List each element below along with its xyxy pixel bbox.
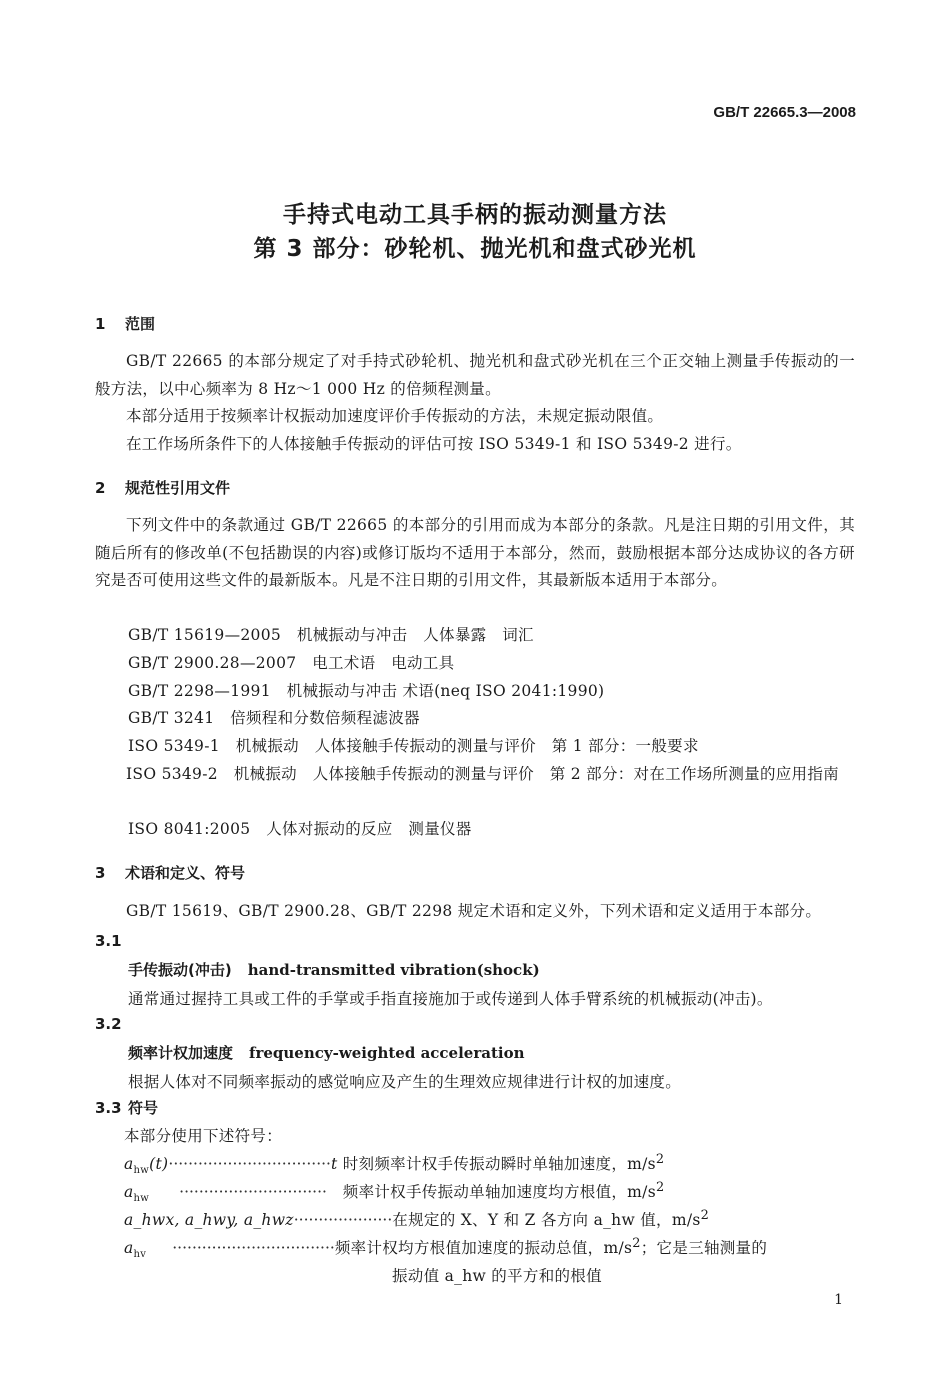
leader-dots: ································· bbox=[168, 1155, 331, 1174]
section-number: 2 bbox=[95, 479, 106, 497]
symbol-description: 在规定的 X、Y 和 Z 各方向 a_hw 值，$m/s^2$ bbox=[392, 1208, 710, 1230]
reference-item: ISO 8041:2005 人体对振动的反应 测量仪器 bbox=[128, 820, 472, 838]
section-title: 符号 bbox=[128, 1099, 159, 1117]
term-chinese: 频率计权加速度 bbox=[128, 1044, 234, 1062]
section-3-intro: GB/T 15619、GB/T 2900.28、GB/T 2298 规定术语和定义外，下列术语和定义适用于本部分。 bbox=[126, 902, 822, 920]
section-number: 3.3 bbox=[95, 1099, 122, 1117]
term-definition: 根据人体对不同频率振动的感觉响应及产生的生理效应规律进行计权的加速度。 bbox=[128, 1073, 682, 1091]
section-1-paragraph: 本部分适用于按频率计权振动加速度评价手传振动的方法，未规定振动限值。 bbox=[126, 407, 664, 425]
symbol-row bbox=[124, 1152, 664, 1176]
term-heading bbox=[128, 1042, 525, 1063]
term-definition: 通常通过握持工具或工件的手掌或手指直接施加于或传递到人体手臂系统的机械振动(冲击)。 bbox=[128, 990, 773, 1008]
document-subtitle: 第 3 部分：砂轮机、抛光机和盘式砂光机 bbox=[253, 236, 697, 262]
symbol-row bbox=[124, 1208, 709, 1230]
symbol-description: 频率计权手传振动单轴加速度均方根值，$m/s^2$ bbox=[326, 1180, 665, 1202]
section-title: 范围 bbox=[125, 315, 156, 333]
reference-item: GB/T 15619—2005 机械振动与冲击 人体暴露 词汇 bbox=[128, 626, 534, 644]
symbol-row bbox=[124, 1180, 664, 1204]
term-number: 3.1 bbox=[95, 932, 122, 950]
section-1-paragraph: 在工作场所条件下的人体接触手传振动的评估可按 ISO 5349-1 和 ISO 5349-2 进行。 bbox=[126, 435, 742, 453]
section-number: 3 bbox=[95, 864, 106, 882]
symbol-row bbox=[124, 1236, 767, 1260]
reference-item: GB/T 2298—1991 机械振动与冲击 术语(neq ISO 2041:1990) bbox=[128, 682, 605, 700]
symbol-label: $a_{hw}(t)$ bbox=[124, 1155, 169, 1177]
symbol-description: 频率计权均方根值加速度的振动总值，$m/s^2$；它是三轴测量的 bbox=[334, 1236, 768, 1258]
symbol-label: $a_{hv}$ bbox=[124, 1239, 147, 1261]
section-number: 1 bbox=[95, 315, 106, 333]
symbols-heading bbox=[95, 1097, 158, 1118]
symbol-label: a_hwx, a_hwy, a_hwz bbox=[124, 1211, 294, 1230]
section-1-heading bbox=[95, 313, 155, 334]
symbol-description-continued: 振动值 a_hw 的平方和的根值 bbox=[392, 1267, 602, 1285]
leader-dots: ···················· bbox=[293, 1211, 393, 1230]
term-number: 3.2 bbox=[95, 1015, 122, 1033]
symbols-intro: 本部分使用下述符号： bbox=[124, 1127, 283, 1145]
term-english: frequency-weighted acceleration bbox=[249, 1044, 525, 1062]
term-english: hand-transmitted vibration(shock) bbox=[247, 961, 540, 979]
section-title: 术语和定义、符号 bbox=[125, 864, 246, 882]
reference-item: ISO 5349-2 机械振动 人体接触手传振动的测量与评价 第 2 部分：对在工作场所测量的应用指南 bbox=[126, 765, 839, 783]
leader-dots: ······························ bbox=[179, 1183, 327, 1202]
term-heading bbox=[128, 959, 540, 980]
section-2-heading bbox=[95, 477, 230, 498]
section-2-intro: 下列文件中的条款通过 GB/T 22665 的本部分的引用而成为本部分的条款。凡是注日期的引用文件，其随后所有的修改单(不包括勘误的内容)或修订版均不适用于本部分，然而，鼓励根据本部分达成协议的各方研究是否可使用这些文件的最新版本。凡是不注日期的引用文件，其最新版本适用于本部分。 bbox=[95, 516, 855, 589]
symbol-label: $a_{hw}$ bbox=[124, 1183, 150, 1205]
symbol-description: t 时刻频率计权手传振动瞬时单轴加速度，$m/s^2$ bbox=[330, 1152, 665, 1174]
reference-item: GB/T 3241 倍频程和分数倍频程滤波器 bbox=[128, 709, 420, 727]
standard-code: GB/T 22665.3—2008 bbox=[713, 104, 856, 121]
section-3-heading bbox=[95, 862, 245, 883]
reference-item: GB/T 2900.28—2007 电工术语 电动工具 bbox=[128, 654, 455, 672]
page-number: 1 bbox=[834, 1292, 843, 1308]
term-chinese: 手传振动(冲击) bbox=[128, 961, 232, 979]
section-1-paragraph: GB/T 22665 的本部分规定了对手持式砂轮机、抛光机和盘式砂光机在三个正交轴上测量手传振动的一般方法，以中心频率为 8 Hz～1 000 Hz 的倍频程测量。 bbox=[95, 352, 855, 398]
reference-item: ISO 5349-1 机械振动 人体接触手传振动的测量与评价 第 1 部分：一般要求 bbox=[128, 737, 699, 755]
section-title: 规范性引用文件 bbox=[125, 479, 231, 497]
leader-dots: ································· bbox=[172, 1239, 335, 1258]
document-title: 手持式电动工具手柄的振动测量方法 bbox=[283, 202, 667, 228]
